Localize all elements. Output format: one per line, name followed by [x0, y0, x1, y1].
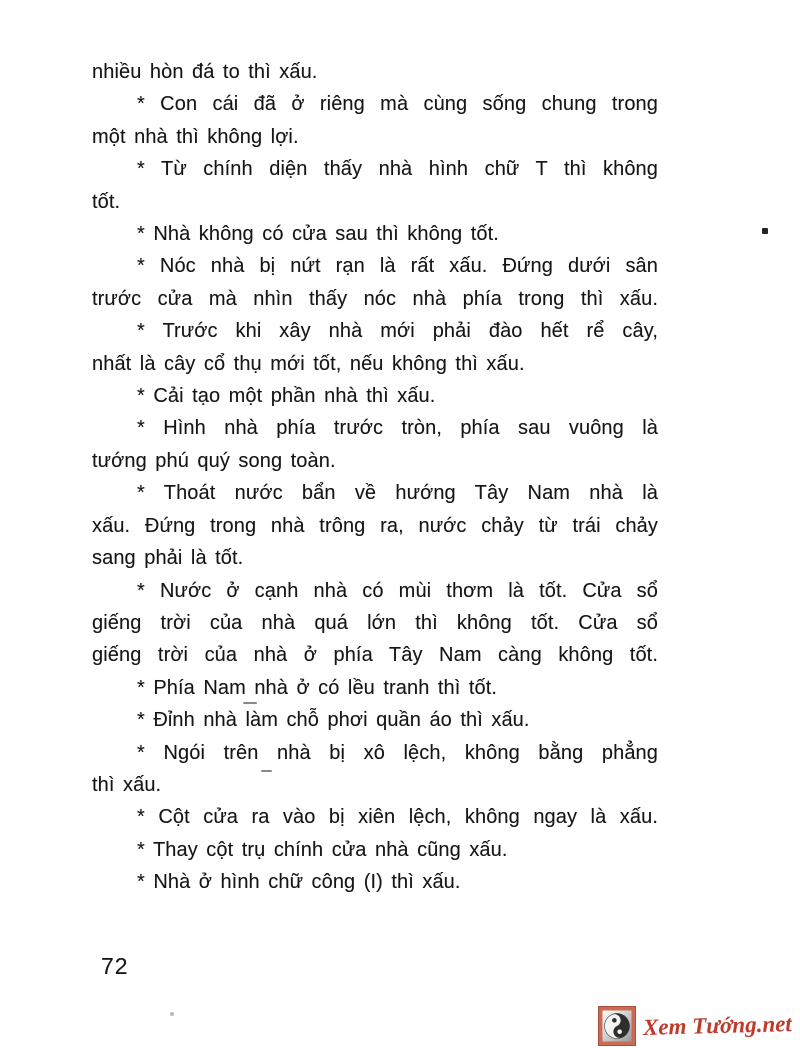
text-line: trước cửa mà nhìn thấy nóc nhà phía trong thì xấu.: [92, 287, 658, 310]
text-line: tướng phú quý song toàn.: [92, 449, 336, 472]
scan-artifact-dot: [170, 1012, 174, 1016]
yin-yang-icon: [598, 1006, 636, 1046]
scan-artifact-dash: [243, 702, 257, 704]
text-line: * Cải tạo một phần nhà thì xấu.: [137, 385, 436, 408]
text-line: * Nước ở cạnh nhà có mùi thơm là tốt. Cửa sổ: [137, 579, 658, 602]
text-line: xấu. Đứng trong nhà trông ra, nước chảy từ trái chảy: [92, 514, 658, 537]
text-line: * Phía Nam nhà ở có lều tranh thì tốt.: [137, 676, 498, 699]
text-line: giếng trời của nhà ở phía Tây Nam càng không tốt.: [92, 644, 658, 667]
watermark: [598, 1006, 792, 1046]
text-line: giếng trời của nhà quá lớn thì không tốt. Cửa sổ: [92, 611, 658, 634]
text-line: * Nhà không có cửa sau thì không tốt.: [137, 223, 499, 246]
text-line: sang phải là tốt.: [92, 547, 244, 570]
text-line: tốt.: [92, 190, 121, 213]
body-text-block: [92, 56, 658, 899]
text-line: nhất là cây cổ thụ mới tốt, nếu không thì xấu.: [92, 352, 525, 375]
text-line: một nhà thì không lợi.: [92, 125, 299, 148]
scan-artifact-dash: [261, 770, 272, 772]
watermark-text: Xem Tướng.net: [642, 1011, 793, 1040]
text-line: thì xấu.: [92, 773, 162, 796]
text-line: * Nhà ở hình chữ công (I) thì xấu.: [137, 871, 461, 894]
text-line: nhiều hòn đá to thì xấu.: [92, 61, 318, 83]
page-number: 72: [101, 953, 129, 979]
text-line: * Nóc nhà bị nứt rạn là rất xấu. Đứng dưới sân: [137, 255, 658, 278]
text-line: * Ngói trên nhà bị xô lệch, không bằng phẳng: [137, 741, 658, 764]
text-line: * Từ chính diện thấy nhà hình chữ T thì không: [137, 158, 658, 181]
text-line: * Thay cột trụ chính cửa nhà cũng xấu.: [137, 838, 508, 861]
text-line: * Thoát nước bẩn về hướng Tây Nam nhà là: [137, 482, 658, 505]
text-line: * Con cái đã ở riêng mà cùng sống chung trong: [137, 93, 658, 116]
text-line: * Đỉnh nhà làm chỗ phơi quần áo thì xấu.: [137, 709, 530, 732]
text-line: * Cột cửa ra vào bị xiên lệch, không ngay là xấu.: [137, 806, 658, 829]
text-line: * Trước khi xây nhà mới phải đào hết rể cây,: [137, 320, 658, 343]
scan-artifact-dot: [762, 228, 768, 234]
text-line: * Hình nhà phía trước tròn, phía sau vuông là: [137, 417, 658, 440]
